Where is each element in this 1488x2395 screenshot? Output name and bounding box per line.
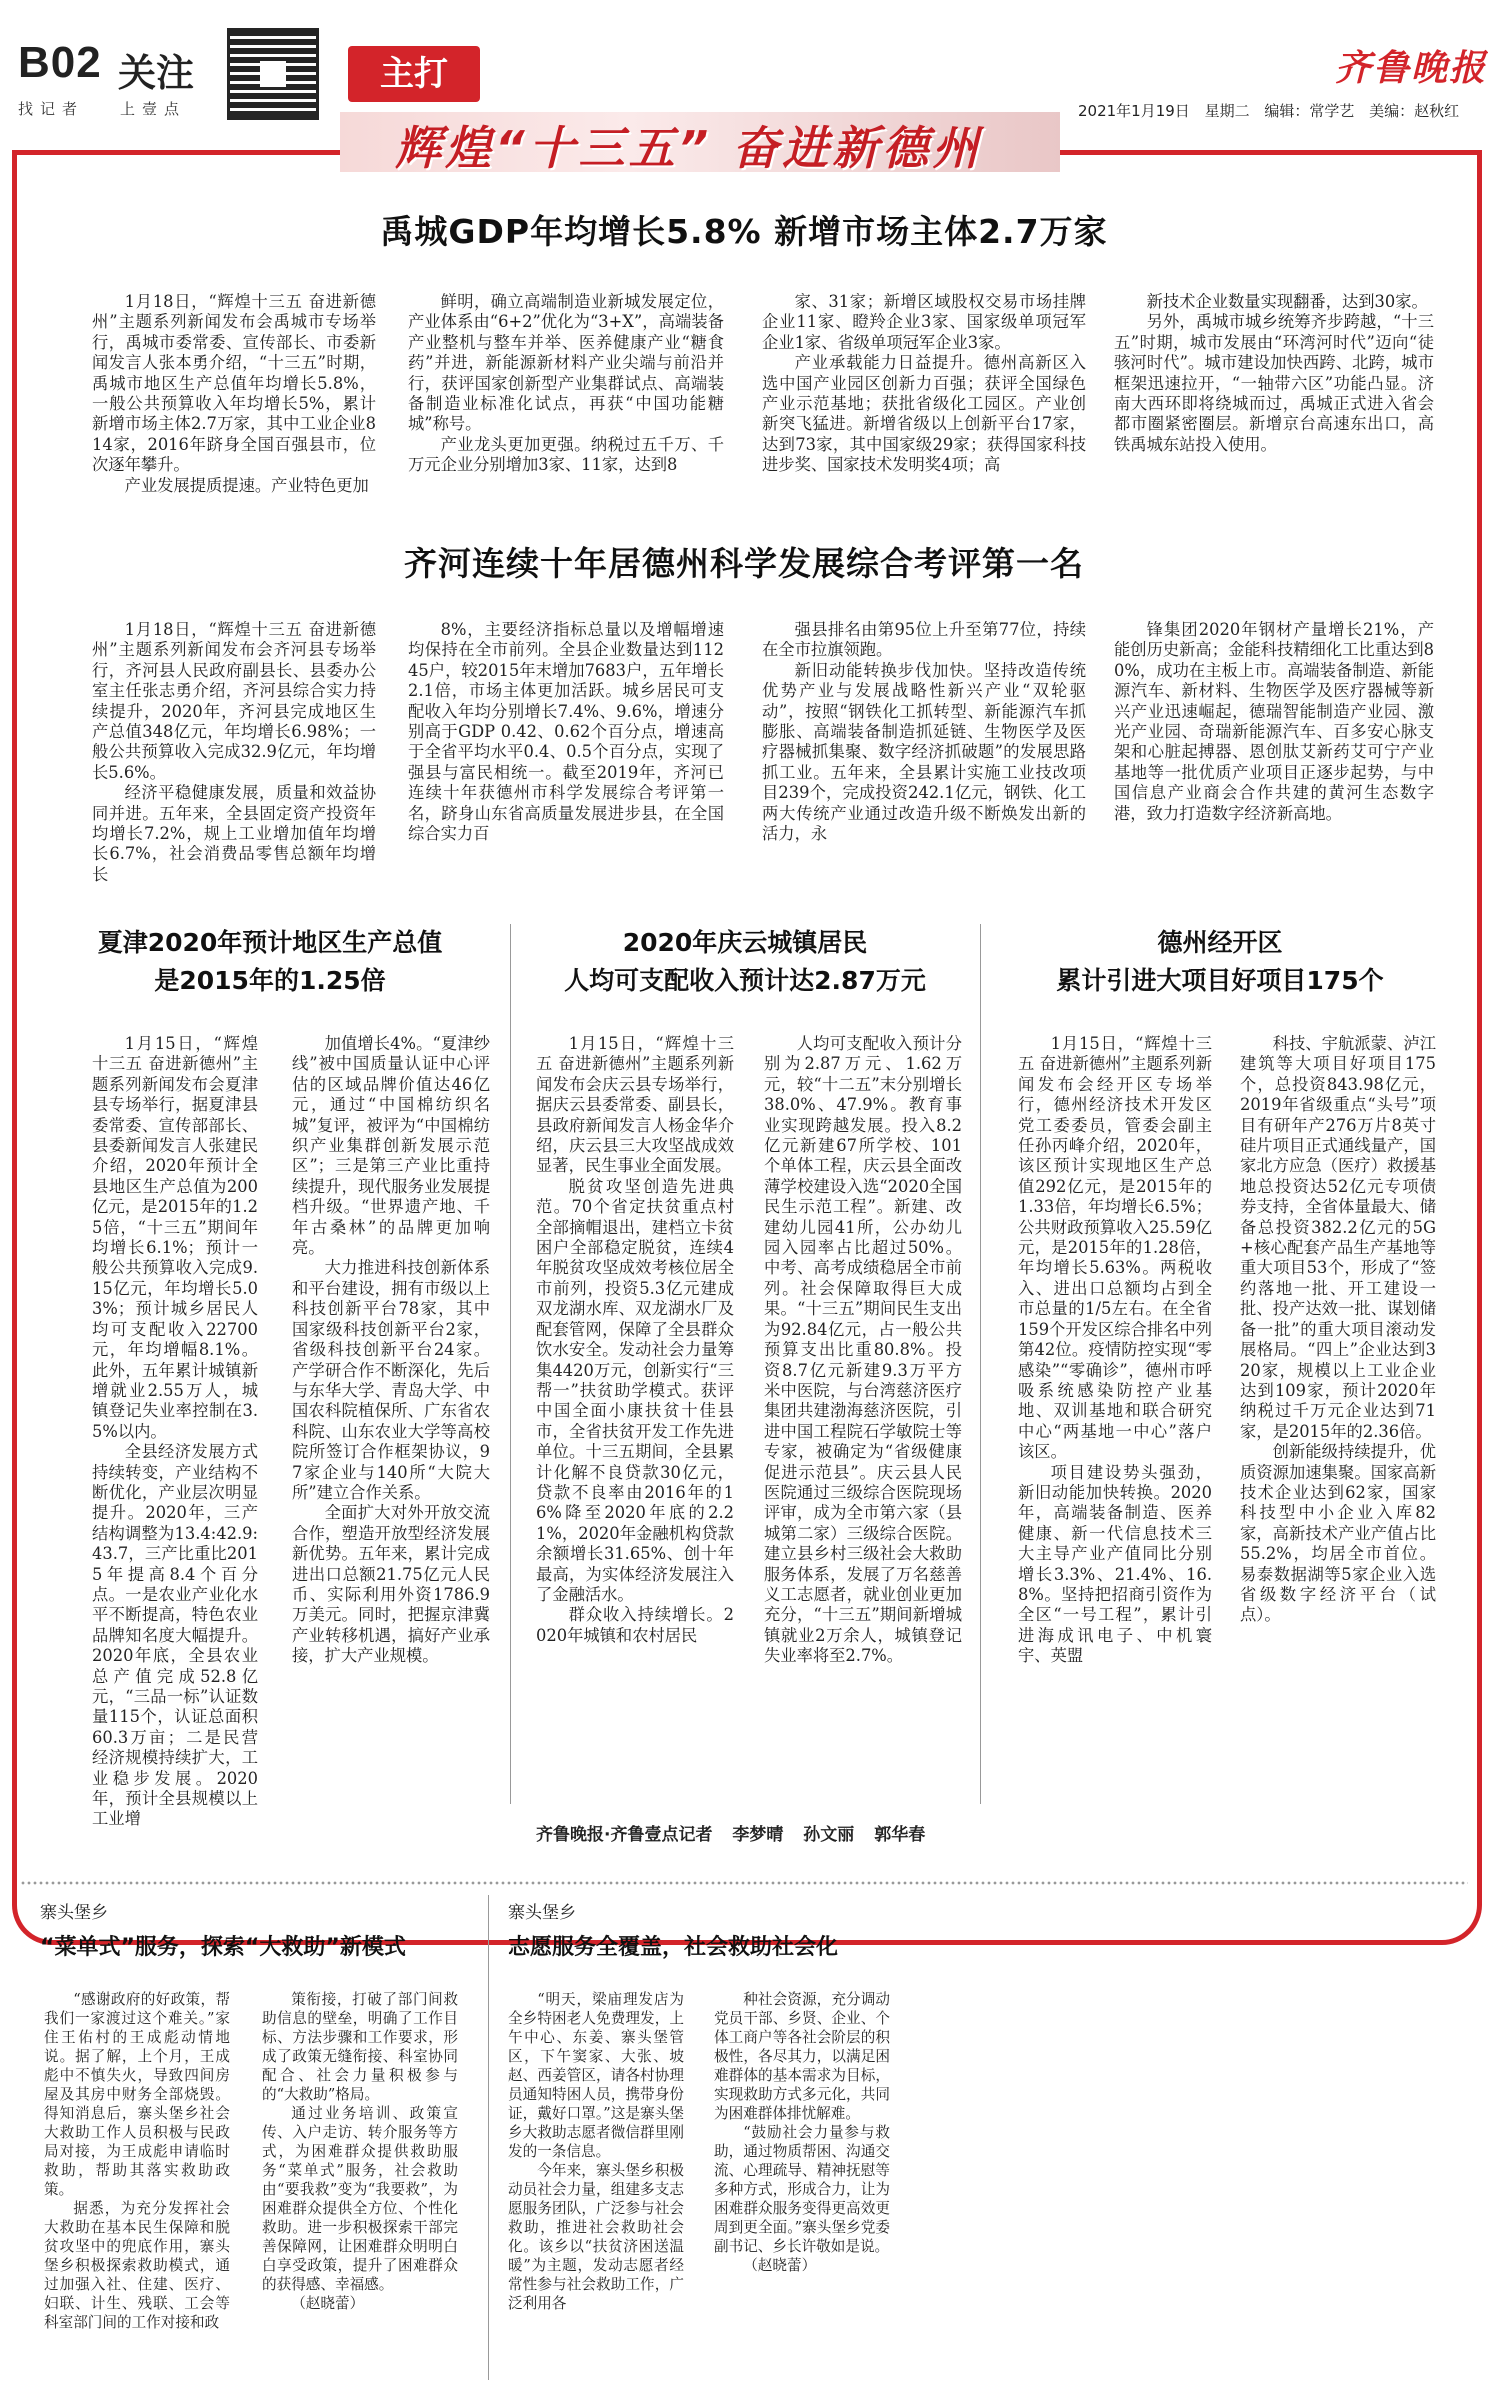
qr-code-icon[interactable]: [227, 28, 319, 120]
article5-col2: [1240, 1034, 1436, 1626]
paragraph: 人均可支配收入预计分别为2.87万元、1.62万元，较“十二五”末分别增长38.0%、47.9%。教育事业实现跨越发展。投入8.2亿元新建67所学校、101个单体工程，庆云县全面改薄学校建设入选“2020全国民生示范工程”。新建、改建幼儿园41所，公办幼儿园入园率占比超过50%。中考、高考成绩稳居全市前列。社会保障取得巨大成果。“十三五”期间民生支出为92.84亿元，占一般公共预算支出比重80.8%。投资8.7亿元新建9.3万平方米中医院，与台湾慈济医疗集团共建渤海慈济医院，引进中国工程院石学敏院士等专家，被确定为“省级健康促进示范县”。庆云县人民医院通过三级综合医院现场评审，成为全市第六家（县城第二家）三级综合医院。建立县乡村三级社会大救助服务体系，发展了万名慈善义工志愿者，就业创业更加充分，“十三五”期间新增城镇就业2万余人，城镇登记失业率将至2.7%。: [764, 1034, 962, 1666]
bottom-left-col2: [262, 1990, 458, 2313]
page-number: B02: [18, 38, 102, 87]
article4-col2: [764, 1034, 962, 1667]
paragraph: 据悉，为充分发挥社会大救助在基本民生保障和脱贫攻坚中的兜底作用，寨头堡乡积极探索救助模式，通过加强入社、住建、医疗、妇联、计生、残联、工会等科室部门间的工作对接和政: [44, 2200, 230, 2331]
article1-col4: [1114, 292, 1434, 455]
byline-left: 找记者: [18, 100, 85, 118]
article5-headline-line2: 累计引进大项目好项目175个: [1056, 966, 1384, 995]
paragraph: 脱贫攻坚创造先进典范。70个省定扶贫重点村全部摘帽退出，建档立卡贫困户全部稳定脱贫，连续4年脱贫攻坚成效考核位居全市前列，投资5.3亿元建成双龙湖水库、双龙湖水厂及配套管网，保障了全县群众饮水安全。发动社会力量筹集4420万元，创新实行“三帮一”扶贫助学模式。获评中国全面小康扶贫十佳县市，全省扶贫开发工作先进单位。十三五期间，全县累计化解不良贷款30亿元，贷款不良率由2016年的16%降至2020年底的2.21%，2020年金融机构贷款余额增长31.65%、创十年最高，为实体经济发展注入了金融活水。: [536, 1176, 734, 1604]
paragraph: 产业承载能力日益提升。德州高新区入选中国产业园区创新力百强；获评全国绿色产业示范基地；获批省级化工园区。产业创新突飞猛进。新增省级以上创新平台17家，达到73家，其中国家级29家；获得国家科技进步奖、国家技术发明奖4项；高: [762, 353, 1086, 475]
dateline: 2021年1月19日 星期二 编辑：常学艺 美编：赵秋红: [1078, 102, 1460, 120]
bottom-right-kicker: 寨头堡乡: [508, 1903, 576, 1923]
article2-col3: [762, 620, 1086, 844]
paragraph: 另外，禹城市城乡统筹齐步跨越，“十三五”时期，城市发展由“环湾河时代”迈向“徒骇河时代”。城市建设加快西跨、北跨，城市框架迅速拉开，“一轴带六区”功能凸显。济南大西环即将绕城而过，禹城正式进入省会都市圈紧密圈层。新增京台高速东出口，高铁禹城东站投入使用。: [1114, 312, 1434, 454]
article2-col4: [1114, 620, 1434, 824]
article1-headline: 禹城GDP年均增长5.8% 新增市场主体2.7万家: [380, 212, 1108, 251]
paragraph: “感谢政府的好政策，帮我们一家渡过这个难关。”家住王佑村的王成彪动情地说。据了解，上个月，王成彪中不慎失火，导致四间房屋及其房中财务全部烧毁。得知消息后，寨头堡乡社会大救助工作人员积极与民政局对接，为王成彪申请临时救助，帮助其落实救助政策。: [44, 1991, 230, 2198]
newspaper-logo: 齐鲁晚报: [1335, 47, 1488, 89]
paragraph: 1月15日，“辉煌十三五 奋进新德州”主题系列新闻发布会夏津县专场举行，据夏津县委常委、宣传部部长、县委新闻发言人张建民介绍，2020年预计全县地区生产总值为200亿元，是2015年的1.25倍，“十三五”期间年均增长6.1%；预计一般公共预算收入完成9.15亿元，年均增长5.03%；预计城乡居民人均可支配收入22700元，年均增幅8.1%。此外，五年累计城镇新增就业2.55万人，城镇登记失业率控制在3.5%以内。: [92, 1034, 258, 1441]
paragraph: （赵晓蕾）: [291, 2295, 365, 2312]
article5-headline: [1000, 924, 1440, 1000]
paragraph: 产业龙头更加更强。纳税过五千万、千万元企业分别增加3家、11家，达到8: [408, 434, 724, 475]
article2-col1: [92, 620, 376, 885]
section-name: 关注: [118, 51, 195, 95]
paragraph: 强县排名由第95位上升至第77位，持续在全市拉旗领跑。: [762, 620, 1086, 660]
column-divider: [510, 924, 511, 1804]
bottom-right-col1: [508, 1990, 684, 2313]
article4-col1: [536, 1034, 734, 1646]
paragraph: 项目建设势头强劲，新旧动能加快转换。2020年，高端装备制造、医养健康、新一代信息技术三大主导产业产值同比分别增长3.3%、21.4%、16.8%。坚持把招商引资作为全区“一号工程”，累计引进海成讯电子、中机寰宇、英盟: [1018, 1462, 1212, 1666]
paragraph: 1月15日，“辉煌十三五 奋进新德州”主题系列新闻发布会经开区专场举行，德州经济技术开发区党工委委员，管委会副主任孙丙峰介绍，2020年，该区预计实现地区生产总值292亿元，是2015年的1.33倍，年均增长6.5%；公共财政预算收入25.59亿元，是2015年的1.28倍，年均增长5.63%。两税收入、进出口总额均占到全市总量的1/5左右。在全省159个开发区综合排名中列第42位。疫情防控实现“零感染”“零确诊”，德州市呼吸系统感染防控产业基地、双训基地和联合研究中心“两基地一中心”落户该区。: [1018, 1034, 1212, 1462]
bottom-left-kicker: 寨头堡乡: [40, 1903, 108, 1923]
bottom-left-col1: [44, 1990, 230, 2332]
reporter-credits: 齐鲁晚报·齐鲁壹点记者 李梦晴 孙文丽 郭华春: [536, 1825, 926, 1845]
article4-headline-line1: 2020年庆云城镇居民: [622, 928, 868, 957]
article2-col2: [408, 620, 724, 844]
paragraph: 1月15日，“辉煌十三五 奋进新德州”主题系列新闻发布会庆云县专场举行，据庆云县委常委、副县长，县政府新闻发言人杨金华介绍，庆云县三大攻坚战成效显著，民生事业全面发展。: [536, 1034, 734, 1176]
paragraph: 产业发展提质提速。产业特色更加: [124, 475, 369, 495]
paragraph: 锋集团2020年钢材产量增长21%，产能创历史新高；金能科技精细化工比重达到80%，成功在主板上市。高端装备制造、新能源汽车、新材料、生物医学及医疗器械等新兴产业迅速崛起，德瑞智能制造产业园、激光产业园、奇瑞新能源汽车、百多安心脉支架和心脏起搏器、恩创肽艾新药艾可宁产业基地等一批优质产业项目正逐步起势，与中国信息产业商会合作共建的黄河生态数字港，致力打造数字经济新高地。: [1114, 620, 1434, 823]
paragraph: 策衔接，打破了部门间救助信息的壁垒，明确了工作目标、方法步骤和工作要求，形成了政策无缝衔接、科室协同配合、社会力量积极参与的“大救助”格局。: [262, 1991, 458, 2103]
column-divider: [980, 924, 981, 1804]
article1-col1: [92, 292, 376, 496]
paragraph: 家、31家；新增区域股权交易市场挂牌企业11家、瞪羚企业3家、国家级单项冠军企业1家、省级单项冠军企业3家。: [762, 292, 1086, 352]
article3-col2: [292, 1034, 490, 1667]
paragraph: 创新能级持续提升，优质资源加速集聚。国家高新技术企业达到62家，国家科技型中小企业入库82家，高新技术产业产值占比55.2%，均居全市首位。易泰数据湖等5家企业入选省级数字经济平台（试点）。: [1240, 1442, 1436, 1625]
paragraph: 群众收入持续增长。2020年城镇和农村居民: [536, 1605, 734, 1645]
paragraph: 鲜明，确立高端制造业新城发展定位，产业体系由“6+2”优化为“3+X”，高端装备产业整机与整车并举、医养健康产业“糖食药”并进，新能源新材料产业尖端与前沿并行，获评国家创新型产业集群试点、高端装备制造业标准化试点，再获“中国功能糖城”称号。: [408, 292, 724, 434]
paragraph: 今年来，寨头堡乡积极动员社会力量，组建多支志愿服务团队，广泛参与社会救助，推进社会救助社会化。该乡以“扶贫济困送温暖”为主题，发动志愿者经常性参与社会救助工作，广泛利用各: [508, 2162, 684, 2312]
bottom-right-headline: 志愿服务全覆盖，社会救助社会化: [508, 1935, 839, 1960]
article2-headline: 齐河连续十年居德州科学发展综合考评第一名: [404, 544, 1084, 583]
paragraph: 1月18日，“辉煌十三五 奋进新德州”主题系列新闻发布会齐河县专场举行，齐河县人民政府副县长、县委办公室主任张志勇介绍，齐河县综合实力持续提升，2020年，齐河县完成地区生产总值348亿元，年均增长6.98%；一般公共预算收入完成32.9亿元，年均增长5.6%。: [92, 620, 376, 782]
article1-col2: [408, 292, 724, 476]
bottom-left-headline: “菜单式”服务，探索“大救助”新模式: [40, 1935, 406, 1960]
paragraph: “鼓励社会力量参与救助，通过物质帮困、沟通交流、心理疏导、精神抚慰等多种方式，形成合力，让为困难群众服务变得更高效更周到更全面。”寨头堡乡党委副书记、乡长许敬如是说。: [714, 2124, 890, 2255]
paragraph: 8%，主要经济指标总量以及增幅增速均保持在全市前列。全县企业数量达到11245户，较2015年末增加7683户，五年增长2.1倍，市场主体更加活跃。城乡居民可支配收入年均分别增长7.4%、9.6%，增速分别高于GDP 0.42、0.62个百分点，增速高于全省平均水平0.4、0.5个百分点，实现了强县与富民相统一。截至2019年，齐河已连续十年获德州市科学发展综合考评第一名，跻身山东省高质量发展进步县，在全国综合实力百: [408, 620, 724, 844]
article5-col1: [1018, 1034, 1212, 1667]
paragraph: 新技术企业数量实现翻番，达到30家。: [1146, 292, 1428, 311]
article3-headline-line2: 是2015年的1.25倍: [154, 966, 386, 995]
article5-headline-line1: 德州经开区: [1157, 928, 1283, 957]
article3-headline: [60, 924, 480, 1000]
article3-headline-line1: 夏津2020年预计地区生产总值: [97, 928, 443, 957]
paragraph: 加值增长4%。“夏津纱线”被中国质量认证中心评估的区域品牌价值达46亿元，通过“中国棉纺织名城”复评，被评为“中国棉纺织产业集群创新发展示范区”；三是第三产业比重持续提升，现代服务业发展提档升级。“世界遗产地、千年古桑林”的品牌更加响亮。: [292, 1034, 490, 1258]
dotted-divider: [20, 1880, 1468, 1886]
paragraph: 新旧动能转换步伐加快。坚持改造传统优势产业与发展战略性新兴产业“双轮驱动”，按照“钢铁化工抓转型、新能源汽车抓膨胀、高端装备制造抓延链、生物医学及医疗器械抓集聚、数字经济抓破题”的发展思路抓工业。五年来，全县累计实施工业技改项目239个，完成投资242.1亿元，钢铁、化工两大传统产业通过改造升级不断焕发出新的活力，永: [762, 660, 1086, 844]
bottom-right-col2: [714, 1990, 890, 2275]
paragraph: （赵晓蕾）: [743, 2257, 817, 2274]
paragraph: 种社会资源，充分调动党员干部、乡贤、企业、个体工商户等各社会阶层的积极性，各尽其力，以满足困难群体的基本需求为目标，实现救助方式多元化，共同为困难群体排忧解难。: [714, 1991, 890, 2122]
column-divider: [488, 1895, 489, 2380]
paragraph: “明天，梁庙理发店为全乡特困老人免费理发，上午中心、东姜、寨头堡管区，下午窦家、大张、坡赵、西姜管区，请各村协理员通知特困人员，携带身份证，戴好口罩。”这是寨头堡乡大救助志愿者微信群里刚发的一条信息。: [508, 1991, 684, 2160]
byline-right: 上壹点: [120, 100, 187, 118]
paragraph: 科技、宇航派蒙、泸江建筑等大项目好项目175个，总投资843.98亿元，2019年省级重点“头号”项目有研年产276万片8英寸硅片项目正式通线量产，国家北方应急（医疗）救援基地总投资达52亿元专项债券支持，全省体量最大、储备总投资382.2亿元的5G+核心配套产品生产基地等重大项目53个，形成了“签约落地一批、开工建设一批、投产达效一批、谋划储备一批”的重大项目滚动发展格局。“四上”企业达到320家，规模以上工业企业达到109家，预计2020年纳税过千万元企业达到71家，是2015年的2.36倍。: [1240, 1034, 1436, 1441]
paragraph: 通过业务培训、政策宣传、入户走访、转介服务等方式，为困难群众提供救助服务“菜单式”服务，社会救助由“要我救”变为“我要救”，为困难群众提供全方位、个性化救助。进一步积极探索干部完善保障网，让困难群众明明白白享受政策，提升了困难群众的获得感、幸福感。: [262, 2105, 458, 2293]
paragraph: 全面扩大对外开放交流合作，塑造开放型经济发展新优势。五年来，累计完成进出口总额21.75亿元人民币、实际利用外资1786.9万美元。同时，把握京津冀产业转移机遇，搞好产业承接，扩大产业规模。: [292, 1503, 490, 1666]
section-tag: 主打: [348, 46, 480, 102]
paragraph: 大力推进科技创新体系和平台建设，拥有市级以上科技创新平台78家，其中国家级科技创新平台2家，省级科技创新平台24家。产学研合作不断深化，先后与东华大学、青岛大学、中国农科院植保所、广东省农科院、山东农业大学等高校院所签订合作框架协议，97家企业与140所“大院大所”建立合作关系。: [292, 1258, 490, 1502]
article4-headline-line2: 人均可支配收入预计达2.87万元: [564, 966, 926, 995]
article1-col3: [762, 292, 1086, 476]
article4-headline: [530, 924, 960, 1000]
paragraph: 全县经济发展方式持续转变，产业结构不断优化，产业层次明显提升。2020年，三产结构调整为13.4:42.9:43.7，三产比重比2015年提高8.4个百分点。一是农业产业化水平不断提高，特色农业品牌知名度大幅提升。2020年底，全县农业总产值完成52.8亿元，“三品一标”认证数量115个，认证总面积60.3万亩；二是民营经济规模持续扩大，工业稳步发展。2020年，预计全县规模以上工业增: [92, 1442, 258, 1829]
paragraph: 经济平稳健康发展，质量和效益协同并进。五年来，全县固定资产投资年均增长7.2%，规上工业增加值年均增长6.7%，社会消费品零售总额年均增长: [92, 783, 376, 884]
banner-title: 辉煌“十三五” 奋进新德州: [395, 121, 983, 175]
article3-col1: [92, 1034, 258, 1830]
paragraph: 1月18日，“辉煌十三五 奋进新德州”主题系列新闻发布会禹城市专场举行，禹城市委常委、宣传部长、市委新闻发言人张本勇介绍，“十三五”时期，禹城市地区生产总值年均增长5.8%，一般公共预算收入年均增长5%，累计新增市场主体2.7万家，其中工业企业814家，2016年跻身全国百强县市，位次逐年攀升。: [92, 292, 376, 475]
